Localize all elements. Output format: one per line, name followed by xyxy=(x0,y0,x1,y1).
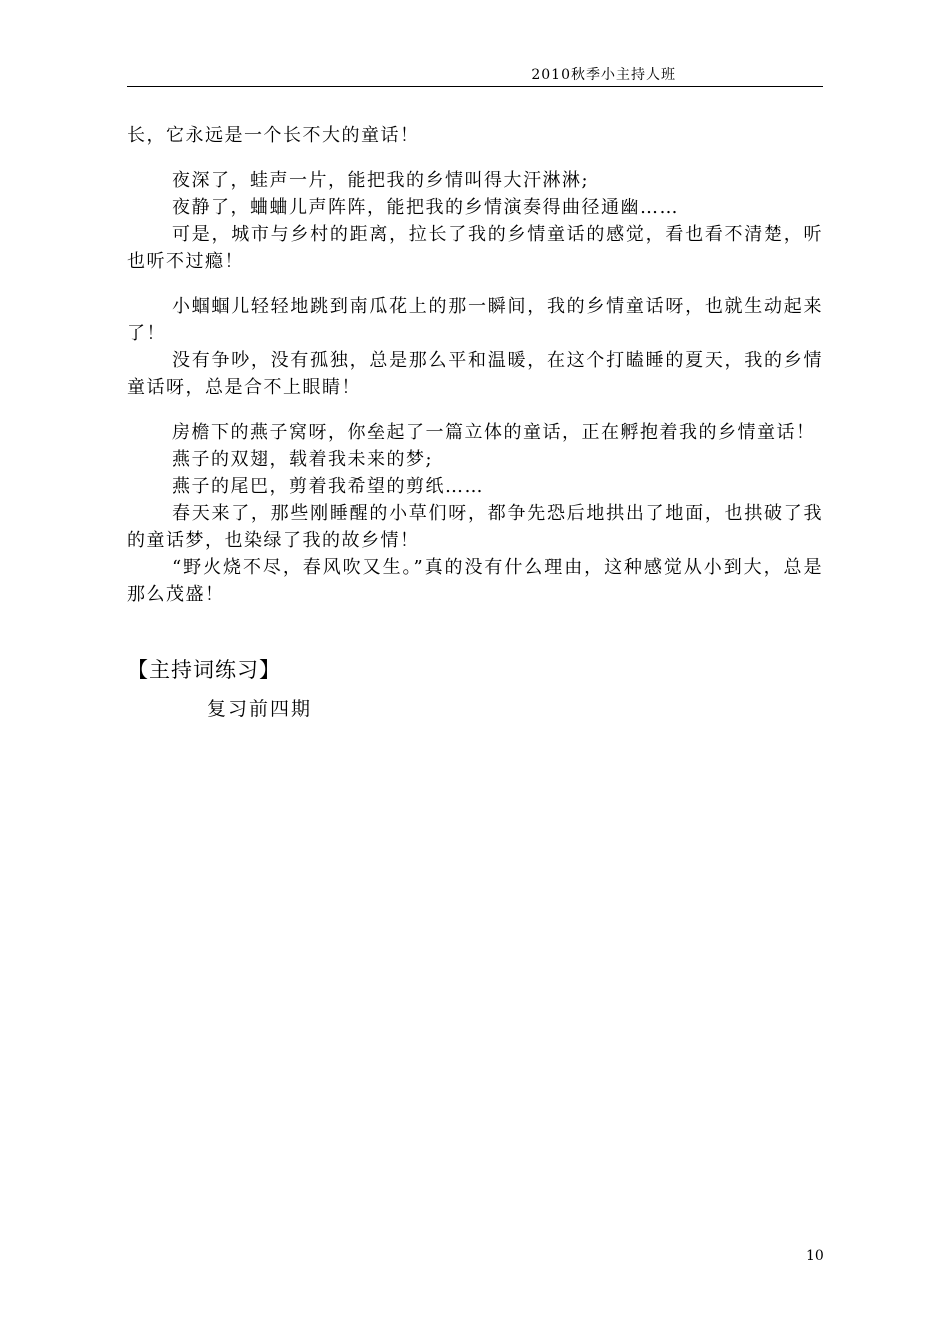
paragraph: 夜静了，蛐蛐儿声阵阵，能把我的乡情演奏得曲径通幽…… xyxy=(172,197,679,218)
paragraph-gap xyxy=(127,401,823,419)
paragraph: 燕子的双翅，载着我未来的梦; xyxy=(172,449,434,470)
page-header xyxy=(127,66,823,87)
body-text xyxy=(127,122,823,608)
section-title: 【主持词练习】 xyxy=(127,658,281,682)
paragraph-gap xyxy=(127,149,823,167)
paragraph: 房檐下的燕子窝呀，你垒起了一篇立体的童话，正在孵抱着我的乡情童话！ xyxy=(172,422,816,443)
paragraph: 夜深了，蛙声一片，能把我的乡情叫得大汗淋淋; xyxy=(172,170,590,191)
page-number: 10 xyxy=(806,1248,824,1264)
paragraph: 小蝈蝈儿轻轻地跳到南瓜花上的那一瞬间，我的乡情童话呀，也就生动起来了！ xyxy=(127,296,823,344)
paragraph-gap xyxy=(127,275,823,293)
paragraph: 长，它永远是一个长不大的童话！ xyxy=(127,125,420,146)
paragraph: 燕子的尾巴，剪着我希望的剪纸…… xyxy=(172,476,484,497)
paragraph: 可是，城市与乡村的距离，拉长了我的乡情童话的感觉，看也看不清楚，听也听不过瘾！ xyxy=(127,224,823,272)
paragraph: 没有争吵，没有孤独，总是那么平和温暖，在这个打瞌睡的夏天，我的乡情童话呀，总是合不上眼睛！ xyxy=(127,350,823,398)
paragraph: 春天来了，那些刚睡醒的小草们呀，都争先恐后地拱出了地面，也拱破了我的童话梦，也染绿了我的故乡情！ xyxy=(127,503,823,551)
section-body: 复习前四期 xyxy=(207,698,313,720)
paragraph: “野火烧不尽，春风吹又生。”真的没有什么理由，这种感觉从小到大，总是那么茂盛！ xyxy=(127,557,823,605)
header-title: 2010秋季小主持人班 xyxy=(531,67,676,83)
